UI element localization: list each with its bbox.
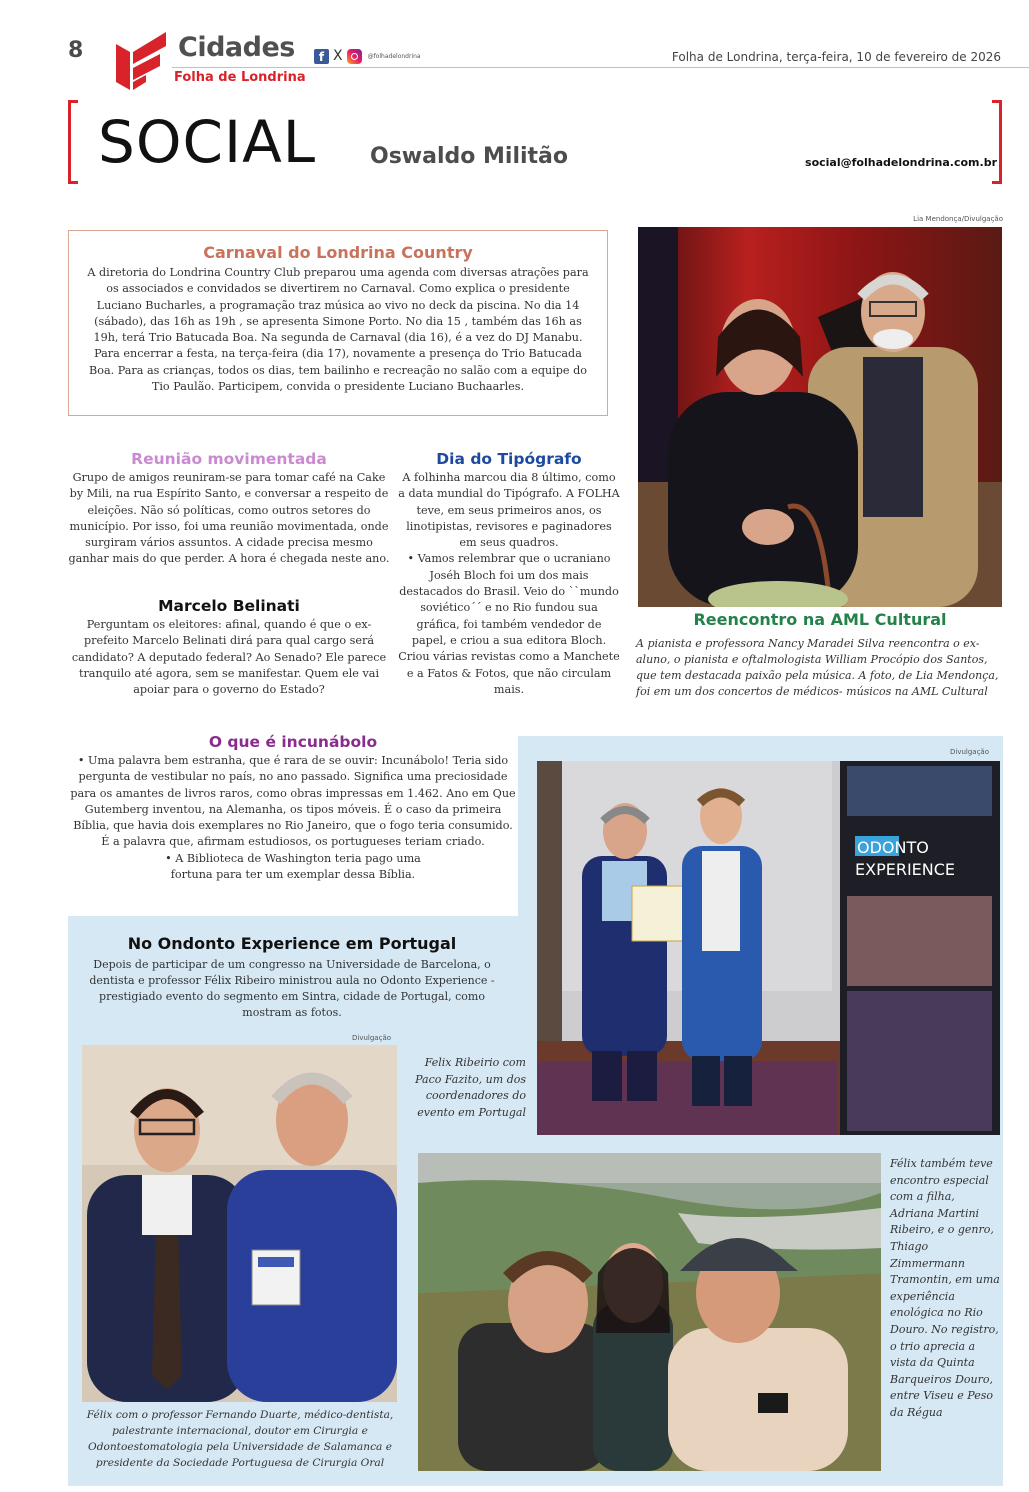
article-title: O que é incunábolo — [208, 733, 378, 751]
photo-odonto-event — [537, 761, 1000, 1135]
article-title: Marcelo Belinati — [158, 597, 300, 615]
banner-text-odonto: ODONTO — [857, 838, 929, 857]
contact-email[interactable]: social@folhadelondrina.com.br — [805, 156, 997, 169]
article-body: • Uma palavra bem estranha, que é rara de se ouvir: Incunábolo! Teria sido pergunta de vestibular no país, no ano passado. Significa uma preciosidade para os amantes de livros raros, como obras impressas em 1.462. Ano em Que Gutemberg inventou, na Alemanha, os tipos móveis. É o caso da primeira Bíblia, que havia dois exemplares no Rio Janeiro, que o fogo teria consumido. É a palavra que, afirmam estudiosos, os portugueses teriam criado. — [70, 754, 516, 849]
photo-caption: A pianista e professora Nancy Maradei Silva reencontra o ex-aluno, o pianista e oftalmologista William Procópio dos Santos, que tem destacada paixão pela música. A foto, de Lia Mendonça, foi em um dos concertos de médicos- músicos na AML Cultural — [636, 637, 999, 698]
columnist-name: Oswaldo Militão — [370, 144, 569, 169]
article-bullet: • Vamos relembrar que o ucraniano Joséh Bloch foi um dos mais destacados do Brasil. Veio do ``mundo soviético´´ e no Rio fundou sua gráfica, foi também vendedor de papel, e criou a sua editora Bloch. Criou várias revistas como a Manchete e a Fatos & Fotos, que não circulam mais. — [398, 552, 620, 696]
article-body: A diretoria do Londrina Country Club preparou uma agenda com diversas atrações para os associados e convidados se divertirem no Carnaval. Como explica o presidente Luciano Bucharles, a programação traz música ao vivo no deck da piscina. No dia 14 (sábado), das 16h as 19h , se apresenta Simone Porto. No dia 15 , também das 16h as 19h, terá Trio Batucada Boa. Na segunda de Carnaval (dia 16), é a vez do DJ Manabu. Para encerrar a festa, na terça-feira (dia 17), novamente a presença do Trio Batucada Boa. Para as crianças, todos os dias, tem bailinho e recreação no salão com a equipe do Tio Paulão. Participem, convida o presidente Luciano Buchaarles. — [87, 266, 589, 394]
photo-rio-douro — [418, 1153, 881, 1471]
article-bullet: • A Biblioteca de Washington teria pago uma fortuna para ter um exemplar dessa Bíblia. — [165, 851, 421, 882]
banner-text-experience: EXPERIENCE — [855, 860, 956, 879]
bracket-left — [68, 100, 78, 184]
photo-caption: Felix Ribeirio com Paco Fazito, um dos coordenadores do evento em Portugal — [415, 1056, 526, 1119]
instagram-icon[interactable] — [347, 49, 362, 64]
folha-logo-icon — [116, 32, 168, 90]
photo-felix-duarte — [82, 1045, 397, 1402]
article-title: Reunião movimentada — [131, 450, 327, 468]
photo-credit: Divulgação — [949, 748, 989, 756]
column-title: SOCIAL — [98, 108, 317, 176]
article-title: Carnaval do Londrina Country — [203, 243, 473, 262]
photo-caption: Félix com o professor Fernando Duarte, médico-dentista, palestrante internacional, doutor em Cirurgia e Odontoestomatologia pela Universidade de Salamanca e presidente da Sociedade Portuguesa de Cirurgia Oral — [86, 1409, 394, 1469]
facebook-icon[interactable]: f — [314, 49, 329, 64]
brand-name: Folha de Londrina — [174, 70, 306, 85]
x-icon[interactable]: X — [333, 48, 343, 64]
social-handle: @folhadelondrina — [367, 52, 421, 60]
social-links — [314, 48, 421, 64]
dateline: Folha de Londrina, terça-feira, 10 de fevereiro de 2026 — [671, 50, 1001, 64]
article-body: Grupo de amigos reuniram-se para tomar café na Cake by Mili, na rua Espírito Santo, e conversar a respeito de eleições. Não só políticas, como outros setores do município. Por isso, foi uma reunião movimentada, onde surgiram vários assuntos. A cidade precisa mesmo ganhar mais do que perder. A hora é chegada neste ano. — [68, 471, 390, 566]
article-carnaval — [68, 230, 608, 416]
article-incunabulo — [68, 733, 518, 883]
photo-credit: Lia Mendonça/Divulgação — [913, 215, 1003, 223]
page-number: 8 — [68, 38, 84, 63]
photo-aml-cultural — [638, 227, 1002, 607]
header-divider — [172, 67, 1029, 68]
photo-caption: Félix também teve encontro especial com a filha, Adriana Martini Ribeiro, e o genro, Thiago Zimmermann Tramontin, em uma experiência enológica no Rio Douro. No registro, o trio aprecia a vista da Quinta Barqueiros Douro, entre Viseu e Peso da Régua — [890, 1157, 1000, 1419]
article-belinati — [68, 597, 390, 698]
article-title: Reencontro na AML Cultural — [693, 610, 947, 629]
article-reuniao — [68, 450, 390, 568]
article-tipografo — [398, 450, 620, 698]
bracket-right — [992, 100, 1002, 184]
section-name: Cidades — [178, 32, 295, 63]
article-title: Dia do Tipógrafo — [436, 450, 582, 468]
article-body: A folhinha marcou dia 8 último, como a data mundial do Tipógrafo. A FOLHA teve, em seus primeiros anos, os linotipistas, revisores e paginadores em seus quadros. — [398, 471, 620, 550]
photo-credit: Divulgação — [352, 1034, 392, 1042]
article-title: No Ondonto Experience em Portugal — [127, 934, 457, 953]
article-body: Depois de participar de um congresso na Universidade de Barcelona, o dentista e professor Félix Ribeiro ministrou aula no Odonto Experience - prestigiado evento do segmento em Sintra, cidade de Portugal, como mostram as fotos. — [89, 958, 495, 1019]
article-body: Perguntam os eleitores: afinal, quando é que o ex-prefeito Marcelo Belinati dirá para qual cargo será candidato? A deputado federal? Ao Senado? Ele parece tranquilo até agora, sem se manifestar. Quem ele vai apoiar para o governo do Estado? — [71, 618, 387, 697]
